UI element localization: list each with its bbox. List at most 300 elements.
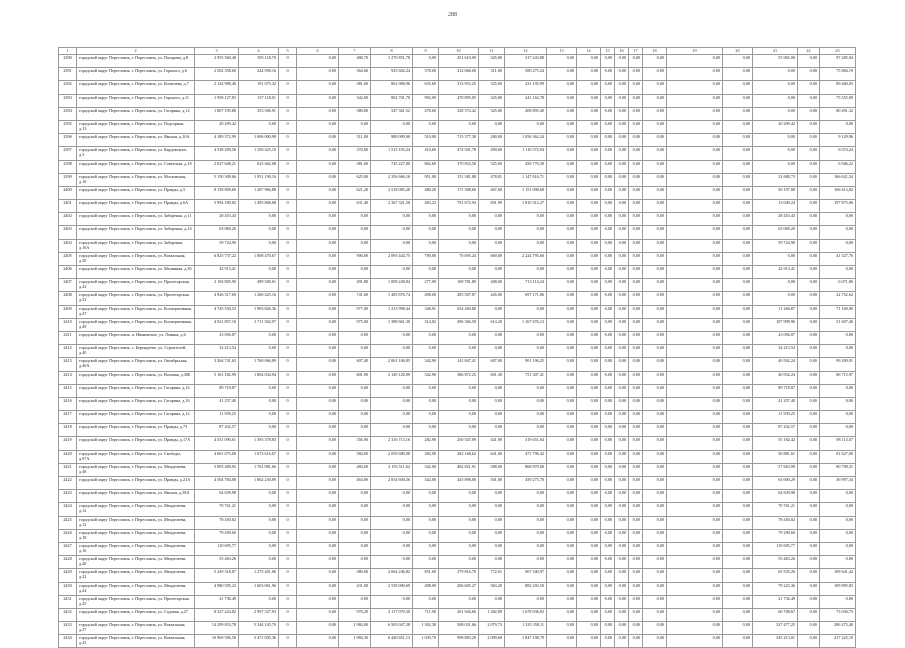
- value-cell: 0,00: [753, 252, 798, 265]
- row-number: 2400: [59, 186, 77, 199]
- value-cell: 0,00: [629, 279, 643, 292]
- address-cell: городской округ Переславль, г. Переславль, ул. Гагарина, д.12: [77, 411, 195, 424]
- value-cell: 0,00: [667, 516, 723, 529]
- value-cell: 0: [279, 331, 297, 344]
- value-cell: 0,00: [413, 516, 439, 529]
- value-cell: 0,00: [798, 424, 820, 437]
- table-row: [59, 226, 856, 239]
- value-cell: 40 502,24: [753, 358, 798, 371]
- value-cell: 669,00: [479, 252, 505, 265]
- table-row: [59, 490, 856, 503]
- value-cell: 0,00: [643, 503, 667, 516]
- column-number: 16: [615, 48, 629, 55]
- value-cell: 1 804 034,94: [239, 371, 279, 384]
- value-cell: 41 257,40: [753, 397, 798, 410]
- row-number: 2398: [59, 160, 77, 173]
- value-cell: 89 718,87: [753, 384, 798, 397]
- value-cell: 11 939,25: [753, 411, 798, 424]
- value-cell: 0,00: [601, 134, 615, 147]
- value-cell: 0,00: [505, 266, 547, 279]
- value-cell: 0,00: [615, 608, 629, 621]
- value-cell: 0,00: [798, 200, 820, 213]
- value-cell: 0,00: [667, 582, 723, 595]
- value-cell: 0,00: [629, 529, 643, 542]
- value-cell: 0,00: [615, 186, 629, 199]
- value-cell: 478,60: [413, 107, 439, 120]
- value-cell: 0: [279, 239, 297, 252]
- value-cell: 0,00: [577, 186, 601, 199]
- column-number: 1: [59, 48, 77, 55]
- value-cell: 0,00: [601, 424, 615, 437]
- table-row: [59, 556, 856, 569]
- value-cell: 80 798,31: [820, 463, 856, 476]
- value-cell: 0,00: [667, 160, 723, 173]
- value-cell: 63 069,20: [753, 226, 798, 239]
- value-cell: 0,00: [798, 252, 820, 265]
- value-cell: 0,00: [820, 542, 856, 555]
- value-cell: 0,00: [577, 542, 601, 555]
- table-row: [59, 622, 856, 635]
- value-cell: 0,00: [629, 490, 643, 503]
- table-row: [59, 463, 856, 476]
- value-cell: 63 069,20: [195, 226, 239, 239]
- value-cell: 0,00: [601, 384, 615, 397]
- value-cell: 0,00: [629, 252, 643, 265]
- value-cell: 6 074,24: [820, 147, 856, 160]
- value-cell: 244 958,16: [239, 68, 279, 81]
- value-cell: 317 243,88: [505, 55, 547, 68]
- value-cell: 0,00: [798, 239, 820, 252]
- value-cell: 967 340,97: [505, 569, 547, 582]
- value-cell: 1 958 127,83: [195, 94, 239, 107]
- value-cell: 0,00: [643, 279, 667, 292]
- value-cell: 0,00: [601, 81, 615, 94]
- value-cell: 1 760 066,89: [239, 358, 279, 371]
- value-cell: 0,00: [820, 503, 856, 516]
- address-cell: городской округ Переславль, г. Переславль, ул. Свободы, д.97А: [77, 450, 195, 463]
- value-cell: 654 269,80: [439, 305, 479, 318]
- value-cell: 0: [279, 450, 297, 463]
- page-number: 288: [448, 12, 457, 18]
- value-cell: 1 147 616,71: [505, 173, 547, 186]
- value-cell: 0,00: [505, 120, 547, 133]
- value-cell: 0,00: [723, 81, 753, 94]
- value-cell: 282,90: [413, 450, 439, 463]
- value-cell: 0,00: [547, 318, 577, 331]
- value-cell: 0,00: [339, 595, 371, 608]
- value-cell: 0,00: [601, 318, 615, 331]
- row-number: 2416: [59, 397, 77, 410]
- value-cell: 0,00: [339, 226, 371, 239]
- value-cell: 0,00: [439, 529, 479, 542]
- value-cell: 42 913,41: [753, 266, 798, 279]
- value-cell: 0,00: [615, 490, 629, 503]
- value-cell: 0,00: [239, 516, 279, 529]
- value-cell: 327 477,25: [753, 622, 798, 635]
- value-cell: 490,00: [479, 147, 505, 160]
- value-cell: 0,00: [339, 503, 371, 516]
- value-cell: 73 036,75: [820, 608, 856, 621]
- value-cell: 0,00: [615, 595, 629, 608]
- value-cell: 0,00: [753, 160, 798, 173]
- value-cell: 1 903 826,36: [239, 305, 279, 318]
- value-cell: 0,00: [798, 107, 820, 120]
- value-cell: 741,60: [339, 292, 371, 305]
- row-number: 2433: [59, 622, 77, 635]
- value-cell: 197 875,06: [820, 200, 856, 213]
- column-number: 17: [629, 48, 643, 55]
- value-cell: 0,00: [339, 542, 371, 555]
- value-cell: 0,00: [371, 397, 413, 410]
- value-cell: 0,00: [505, 490, 547, 503]
- value-cell: 0,00: [505, 595, 547, 608]
- value-cell: 0,00: [723, 424, 753, 437]
- value-cell: 0,00: [667, 424, 723, 437]
- value-cell: 0,00: [547, 397, 577, 410]
- value-cell: 0,00: [798, 569, 820, 582]
- value-cell: 3 518 085,28: [371, 186, 413, 199]
- value-cell: 0,00: [239, 411, 279, 424]
- value-cell: 0,00: [371, 503, 413, 516]
- value-cell: 0,00: [577, 305, 601, 318]
- value-cell: 2 095 444,75: [371, 252, 413, 265]
- value-cell: 0: [279, 490, 297, 503]
- table-row: [59, 266, 856, 279]
- value-cell: 286 275,40: [820, 622, 856, 635]
- value-cell: 641,00: [479, 450, 505, 463]
- value-cell: 1 008 470,67: [239, 252, 279, 265]
- value-cell: 0,00: [643, 490, 667, 503]
- value-cell: 0: [279, 635, 297, 648]
- value-cell: 0,00: [601, 107, 615, 120]
- value-cell: 4 189 372,99: [195, 134, 239, 147]
- row-number: 2393: [59, 94, 77, 107]
- value-cell: 0,00: [297, 68, 339, 81]
- value-cell: 0,00: [413, 411, 439, 424]
- value-cell: 0,00: [601, 55, 615, 68]
- value-cell: 0,00: [753, 94, 798, 107]
- row-number: 2418: [59, 424, 77, 437]
- value-cell: 0,00: [820, 424, 856, 437]
- value-cell: 71 169,90: [820, 305, 856, 318]
- value-cell: 0,00: [439, 556, 479, 569]
- value-cell: 0,00: [547, 490, 577, 503]
- value-cell: 0,00: [371, 266, 413, 279]
- value-cell: 0,00: [667, 147, 723, 160]
- value-cell: 0,00: [820, 345, 856, 358]
- value-cell: 0,00: [667, 120, 723, 133]
- value-cell: 28 453,43: [195, 213, 239, 226]
- value-cell: 0,00: [667, 252, 723, 265]
- value-cell: 52 680,73: [753, 173, 798, 186]
- value-cell: 0,00: [723, 384, 753, 397]
- value-cell: 0,00: [798, 266, 820, 279]
- address-cell: городской округ Переславль, г. Переславль, ул. Пролетарская, д.33: [77, 292, 195, 305]
- value-cell: 0,00: [505, 213, 547, 226]
- value-cell: 1 984,30: [339, 635, 371, 648]
- value-cell: 588,00: [479, 463, 505, 476]
- value-cell: 0,00: [297, 94, 339, 107]
- value-cell: 462 821,91: [439, 463, 479, 476]
- value-cell: 0,00: [371, 120, 413, 133]
- value-cell: 0,00: [339, 397, 371, 410]
- value-cell: 282,90: [413, 437, 439, 450]
- value-cell: 0,00: [371, 424, 413, 437]
- value-cell: 0,00: [577, 252, 601, 265]
- value-cell: 1 275 401,06: [239, 569, 279, 582]
- value-cell: 0,00: [753, 68, 798, 81]
- value-cell: 0,00: [577, 622, 601, 635]
- row-number: 2414: [59, 371, 77, 384]
- value-cell: 110 695,77: [753, 542, 798, 555]
- table-row: [59, 147, 856, 160]
- value-cell: 109 641,42: [820, 569, 856, 582]
- value-cell: 508 031,66: [439, 622, 479, 635]
- address-cell: городской округ Переславль, г. Переславль, ул. Валовая, д.30Б: [77, 371, 195, 384]
- value-cell: 9 129,96: [820, 134, 856, 147]
- value-cell: 0,00: [547, 503, 577, 516]
- value-cell: 0,00: [629, 68, 643, 81]
- value-cell: 0,00: [371, 213, 413, 226]
- value-cell: 0,00: [615, 450, 629, 463]
- row-number: 2422: [59, 477, 77, 490]
- value-cell: 0,00: [643, 160, 667, 173]
- value-cell: 0,00: [667, 635, 723, 648]
- value-cell: 0,00: [667, 411, 723, 424]
- value-cell: 0,00: [439, 424, 479, 437]
- address-cell: городской округ Переславль, г. Переславль, ул. Горького, д.11: [77, 94, 195, 107]
- value-cell: 250 547,09: [439, 437, 479, 450]
- value-cell: 0,00: [601, 490, 615, 503]
- value-cell: 0,00: [798, 622, 820, 635]
- row-number: 2421: [59, 463, 77, 476]
- value-cell: 0,00: [723, 490, 753, 503]
- value-cell: 791 672,94: [439, 200, 479, 213]
- value-cell: 0,00: [577, 279, 601, 292]
- value-cell: 0,00: [297, 477, 339, 490]
- value-cell: 356,90: [339, 437, 371, 450]
- value-cell: 2 502 358,60: [195, 68, 239, 81]
- value-cell: 772,01: [479, 569, 505, 582]
- value-cell: 0,00: [297, 134, 339, 147]
- value-cell: 22 752,62: [820, 292, 856, 305]
- value-cell: 0,00: [297, 252, 339, 265]
- value-cell: 711,90: [413, 608, 439, 621]
- value-cell: 0,00: [798, 226, 820, 239]
- value-cell: 0,00: [629, 292, 643, 305]
- value-cell: 0: [279, 542, 297, 555]
- value-cell: 0,00: [577, 107, 601, 120]
- value-cell: 0,00: [615, 94, 629, 107]
- value-cell: 0,00: [239, 542, 279, 555]
- value-cell: 417 225,19: [820, 635, 856, 648]
- value-cell: 70 695,24: [439, 252, 479, 265]
- value-cell: 0,00: [297, 582, 339, 595]
- value-cell: 0,00: [615, 266, 629, 279]
- value-cell: 0,00: [629, 437, 643, 450]
- value-cell: 0,00: [667, 477, 723, 490]
- value-cell: 0,00: [505, 384, 547, 397]
- value-cell: 0,00: [723, 437, 753, 450]
- value-cell: 0,00: [615, 503, 629, 516]
- value-cell: 0,00: [615, 81, 629, 94]
- table-row: [59, 94, 856, 107]
- value-cell: 992,00: [413, 94, 439, 107]
- value-cell: 0,00: [577, 608, 601, 621]
- value-cell: 0,00: [505, 239, 547, 252]
- value-cell: 0,00: [601, 331, 615, 344]
- row-number: 2415: [59, 384, 77, 397]
- value-cell: 110 695,77: [195, 542, 239, 555]
- value-cell: 241 162,78: [505, 94, 547, 107]
- value-cell: 1 495 868,68: [239, 200, 279, 213]
- value-cell: 0,00: [629, 147, 643, 160]
- value-cell: 0,00: [505, 424, 547, 437]
- value-cell: 0,00: [297, 147, 339, 160]
- value-cell: 0,00: [615, 345, 629, 358]
- value-cell: 0,00: [439, 213, 479, 226]
- value-cell: 0: [279, 582, 297, 595]
- value-cell: 63 000,29: [753, 477, 798, 490]
- address-cell: городской округ Переславль, г. Переславль, ул. Правды, д.17А: [77, 437, 195, 450]
- address-cell: городской округ Переславль, г. Переславль, ул. Правды, д.73: [77, 424, 195, 437]
- value-cell: 1 167 676,13: [505, 318, 547, 331]
- value-cell: 0,00: [601, 397, 615, 410]
- value-cell: 0,00: [577, 635, 601, 648]
- address-cell: городской округ Переславль, г. Переславль, ул. Вокзальная, д.50: [77, 252, 195, 265]
- value-cell: 0,00: [239, 397, 279, 410]
- value-cell: 0,00: [629, 226, 643, 239]
- value-cell: 0,00: [339, 331, 371, 344]
- value-cell: 0,00: [601, 516, 615, 529]
- address-cell: городской округ Переславль, г. Переславль, ул. Вокзальная, д.27: [77, 622, 195, 635]
- address-cell: городской округ Переславль, г. Переславль, ул. Менделеева, д.20: [77, 556, 195, 569]
- value-cell: 0,00: [629, 266, 643, 279]
- value-cell: 2 316 713,16: [371, 437, 413, 450]
- value-cell: 0,00: [798, 147, 820, 160]
- value-cell: 11 266,87: [753, 305, 798, 318]
- value-cell: 0,00: [615, 424, 629, 437]
- value-cell: 0,00: [615, 437, 629, 450]
- value-cell: 141 847,41: [439, 358, 479, 371]
- value-cell: 0,00: [547, 437, 577, 450]
- value-cell: 0,00: [667, 107, 723, 120]
- value-cell: 0,00: [371, 411, 413, 424]
- value-cell: 0,00: [297, 120, 339, 133]
- value-cell: 0,00: [239, 503, 279, 516]
- value-cell: 0,00: [798, 318, 820, 331]
- value-cell: 208 895,40: [505, 107, 547, 120]
- value-cell: 0,00: [239, 345, 279, 358]
- value-cell: 862,60: [413, 160, 439, 173]
- value-cell: 0,00: [339, 120, 371, 133]
- value-cell: 79 290,60: [753, 529, 798, 542]
- value-cell: 0,00: [577, 239, 601, 252]
- value-cell: 1 761 981,66: [239, 463, 279, 476]
- value-cell: 0: [279, 622, 297, 635]
- table-row: [59, 503, 856, 516]
- value-cell: 0,00: [439, 120, 479, 133]
- row-number: 2419: [59, 437, 77, 450]
- value-cell: 386 872,25: [439, 371, 479, 384]
- value-cell: 364,60: [339, 68, 371, 81]
- value-cell: 0,00: [798, 450, 820, 463]
- value-cell: 0,00: [643, 384, 667, 397]
- value-cell: 1 847 108,79: [505, 635, 547, 648]
- value-cell: 0: [279, 384, 297, 397]
- value-cell: 0,00: [439, 542, 479, 555]
- table-row: [59, 569, 856, 582]
- value-cell: 0,00: [577, 358, 601, 371]
- row-number: 2426: [59, 529, 77, 542]
- value-cell: 348,91: [413, 305, 439, 318]
- value-cell: 0,00: [629, 371, 643, 384]
- value-cell: 0,00: [629, 55, 643, 68]
- value-cell: 2 079,73: [479, 622, 505, 635]
- value-cell: 2 117 070,30: [371, 608, 413, 621]
- value-cell: 0,00: [547, 635, 577, 648]
- value-cell: 4 538 209,56: [195, 147, 239, 160]
- column-number: 2: [77, 48, 195, 55]
- value-cell: 0,00: [643, 437, 667, 450]
- value-cell: 0,00: [297, 463, 339, 476]
- table-row: [59, 371, 856, 384]
- value-cell: 0,00: [643, 635, 667, 648]
- value-cell: 1 207 966,88: [239, 186, 279, 199]
- value-cell: 21 736,49: [753, 595, 798, 608]
- value-cell: 0,00: [629, 411, 643, 424]
- value-cell: 0,00: [629, 477, 643, 490]
- value-cell: 970,20: [339, 608, 371, 621]
- column-number: 23: [820, 48, 856, 55]
- table-row: [59, 134, 856, 147]
- value-cell: 0,00: [413, 424, 439, 437]
- value-cell: 0,00: [547, 542, 577, 555]
- value-cell: 0,00: [723, 94, 753, 107]
- value-cell: 0: [279, 279, 297, 292]
- value-cell: 471 796,42: [505, 450, 547, 463]
- value-cell: 790,00: [413, 252, 439, 265]
- value-cell: 0,00: [547, 463, 577, 476]
- value-cell: 0,00: [577, 292, 601, 305]
- value-cell: 0,00: [629, 173, 643, 186]
- value-cell: 0,00: [615, 569, 629, 582]
- value-cell: 0,00: [547, 213, 577, 226]
- value-cell: 0,00: [239, 331, 279, 344]
- value-cell: 0,00: [547, 186, 577, 199]
- value-cell: 0,00: [615, 542, 629, 555]
- value-cell: 0,00: [615, 582, 629, 595]
- value-cell: 0,00: [547, 345, 577, 358]
- row-number: 2405: [59, 252, 77, 265]
- value-cell: 0,00: [798, 437, 820, 450]
- address-cell: городской округ Переславль, г. Переславль, ул. Кооперативная, д.49: [77, 318, 195, 331]
- value-cell: 0,00: [615, 635, 629, 648]
- value-cell: 0,00: [479, 424, 505, 437]
- table-row: [59, 55, 856, 68]
- value-cell: 55 463,26: [195, 556, 239, 569]
- value-cell: 0,00: [547, 477, 577, 490]
- value-cell: 0,00: [723, 120, 753, 133]
- value-cell: 0,00: [723, 595, 753, 608]
- value-cell: 0,00: [439, 503, 479, 516]
- value-cell: 0,00: [339, 529, 371, 542]
- value-cell: 0,00: [297, 186, 339, 199]
- value-cell: 480,70: [339, 55, 371, 68]
- value-cell: 313 953,25: [439, 81, 479, 94]
- value-cell: 0,00: [723, 68, 753, 81]
- value-cell: 0,00: [667, 81, 723, 94]
